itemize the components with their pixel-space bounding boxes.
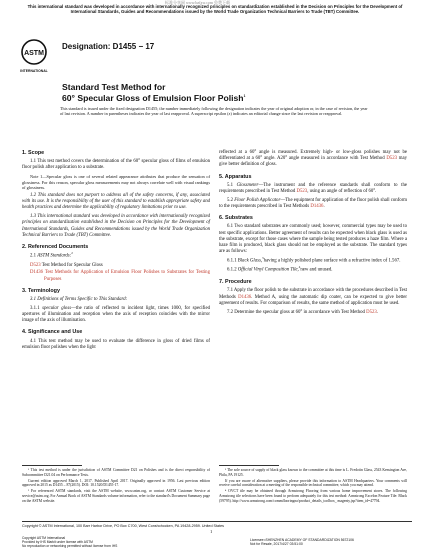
ref-d1436: D1436 Test Methods for Application of Emulsion Floor Polishes to Substrates for Testing Purposes xyxy=(30,270,210,282)
para-7-1: 7.1 Apply the floor polish to the substrate in accordance with the procedures described in Test Methods D1436. Method A, using the automatic dip coater, can be expected to give better agreement of results. For comparison of results, the same method of application must be used. xyxy=(219,288,407,306)
section-4-heading: 4. Significance and Use xyxy=(22,329,83,336)
para-2-1: 2.1 ASTM Standards:$^2$ xyxy=(30,251,73,259)
footnotes-left xyxy=(22,468,210,504)
ref-link-d1436[interactable]: D1436 xyxy=(30,270,44,276)
ref-link-d523[interactable]: D523 xyxy=(296,189,308,195)
footnote: ⁴ OVCT tile may be obtained through Armstrong Flooring from various home improvement stores. The following Armstrong tile selections have been found to perform adequately for this test method: Armstrong Excelon Feature Tile: Black (59795). http://www.armstrong.com/commflooringna/product_details_toolbox_ magenty.jsp?item_id=47794. xyxy=(219,489,407,503)
footer-copyright: Copyright © ASTM International, 100 Barr Harbor Drive, PO Box C700, West Conshohocken, PA 19428-2959. United States xyxy=(22,524,225,528)
section-2-heading: 2. Referenced Documents xyxy=(22,244,89,251)
top-notice: This international standard was developed in accordance with internationally recognized principles on standardization established in the Decision on Principles for the Development of International Standards, Guides and Recommendations issued by the World Trade Organization Technical Barriers to Trade (TBT) Committee. xyxy=(27,4,403,15)
para-6-1-2: 6.1.2 Official Vinyl Composition Tile,$^4$new and unused. xyxy=(227,265,333,274)
footer-license-right: Licensee=SHENZHEN ACADEMY OF STANDARDIZATION 5672106 Not for Resale, 2017/4/27 03:51:00 xyxy=(250,538,354,546)
ref-link-d1436[interactable]: D1436 xyxy=(310,204,324,210)
note-1: Note 1—Specular gloss is one of several related appearance attributes that produce the sensation of glossiness. For this reason, specular gloss measurements may not always correlate well with visual rankings of glossiness. xyxy=(22,174,210,191)
para-7-2: 7.2 Determine the specular gloss at 60° in accordance with Test Method D523. xyxy=(227,309,378,315)
ref-link-d523[interactable]: D523 xyxy=(366,309,377,315)
designation: Designation: D1455 − 17 xyxy=(62,42,155,51)
ref-link-d1436[interactable]: D1436 xyxy=(238,294,252,300)
section-7-heading: 7. Procedure xyxy=(219,279,252,286)
para-4-1: 4.1 This test method may be used to evaluate the difference in gloss of dried films of emulsion floor polishes when the light xyxy=(22,338,210,350)
section-1-heading: 1. Scope xyxy=(22,150,45,156)
footnotes-right xyxy=(219,468,407,504)
footnote: ² For referenced ASTM standards, visit the ASTM website, www.astm.org, or contact ASTM Customer Service at service@astm.org. For Annual Book of ASTM Standards volume information, refer to the standard's Document Summary page on the ASTM website. xyxy=(22,489,210,503)
section-6-heading: 6. Substrates xyxy=(219,215,253,222)
footnote: ¹ This test method is under the jurisdiction of ASTM Committee D21 on Polishes and is the direct responsibility of Subcommittee D21.04 on Performance Tests. xyxy=(22,468,210,477)
footnote: If you are aware of alternative suppliers, please provide this information to ASTM Headquarters. Your comments will receive careful consideration at a meeting of the responsible technical committee, which you may attend. xyxy=(219,478,407,488)
para-1-3: 1.3 This international standard was developed in accordance with internationally recognized principles on standardization established in the Decision on Principles for the Development of International Standards, Guides and Recommendations issued by the World Trade Organization Technical Barriers to Trade (TBT) Committee. xyxy=(22,214,210,238)
para-5-2: 5.2 Floor Polish Applicator—The equipment for application of the floor polish shall conform to the requirements prescribed in Test Methods D1436. xyxy=(219,197,408,210)
footnote: Current edition approved March 1, 2017. Published April 2017. Originally approved in 1956. Last previous edition approved in 2015 as D1455 – 87(2015). DOI: 10.1520/D1455-17. xyxy=(22,478,210,488)
top-watermark: 标准分享网 www.bzfxw.com 免费下载 xyxy=(165,0,231,5)
footnote-rule-left xyxy=(22,465,82,466)
right-column xyxy=(219,150,407,318)
page-number: 1 xyxy=(210,529,213,534)
footnote-rule-right xyxy=(219,465,279,466)
para-1-1: 1.1 This test method covers the determination of the 60° specular gloss of films of emulsion floor polish after application to a substrate. xyxy=(22,159,210,171)
headnote: This standard is issued under the fixed designation D1455; the number immediately following the designation indicates the year of original adoption or, in the case of revision, the year of last revision. A number in parentheses indicates the year of last reapproval. A superscript epsilon (ε) indicates an editorial change since the last revision or reapproval. xyxy=(60,106,368,117)
footer-rule xyxy=(22,521,412,522)
title-line-2: 60° Specular Gloss of Emulsion Floor Polish$^1$ xyxy=(62,92,246,103)
title-line-1: Standard Test Method for xyxy=(62,82,166,92)
footnote: ³ The sole source of supply of black glass known to the committee at this time is L. Fredotin Glass, 2543 Kensington Ave, Phila, PA 19125. xyxy=(219,468,407,477)
para-4-1-cont: reflected at a 60° angle is measured. Extremely high- or low-gloss polishes may not be differentiated at a 60° angle. A20° angle measured in accordance with Test Method D523 may give better definition of gloss. xyxy=(219,150,407,168)
svg-text:ASTM: ASTM xyxy=(24,50,44,57)
ref-link-d523[interactable]: D523 xyxy=(30,262,41,268)
left-column xyxy=(22,150,210,354)
section-5-heading: 5. Apparatus xyxy=(219,173,252,180)
para-3-1: 3.1 Definitions of Terms Specific to This Standard: xyxy=(30,296,128,302)
svg-text:INTERNATIONAL: INTERNATIONAL xyxy=(20,69,48,73)
para-3-1-1: 3.1.1 specular gloss—the ratio of reflected to incident light, times 1000, for specified apertures of illumination and reception when the axis of reception coincides with the mirror image of the axis of illumination. xyxy=(22,305,210,324)
para-6-1: 6.1 Two standard substrates are commonly used; however, commercial types may be used to test specific applications. Better agreement of results can be expected when black glass is used as the substrate, except for those cases where the sample being tested produces a haze film. Where a haze film is produced, black glass should not be employed as the substrate. The standard types are as follows: xyxy=(219,224,407,255)
para-1-2: 1.2 This standard does not purport to address all of the safety concerns, if any, associated with its use. It is the responsibility of the user of this standard to establish appropriate safety and health practices and determine the applicability of regulatory limitations prior to use. xyxy=(22,193,210,211)
ref-d523: D523 Test Method for Specular Gloss xyxy=(30,262,103,268)
para-5-1: 5.1 Glossmeter—The instrument and the reference standards shall conform to the requirements prescribed in Test Method D523, using an angle of reflection of 60°. xyxy=(219,182,407,195)
document-title xyxy=(62,82,382,103)
ref-link-d523[interactable]: D523 xyxy=(386,156,398,162)
section-3-heading: 3. Terminology xyxy=(22,287,60,294)
astm-logo xyxy=(19,38,49,76)
para-6-1-1: 6.1.1 Black Glass,$^3$having a highly polished plane surface with a refractive index of 1.567. xyxy=(227,256,401,264)
footer-license-left: Copyright ASTM International Provided by IHS Markit under license with ASTM No reproduction or networking permitted without license from IHS xyxy=(22,536,118,548)
